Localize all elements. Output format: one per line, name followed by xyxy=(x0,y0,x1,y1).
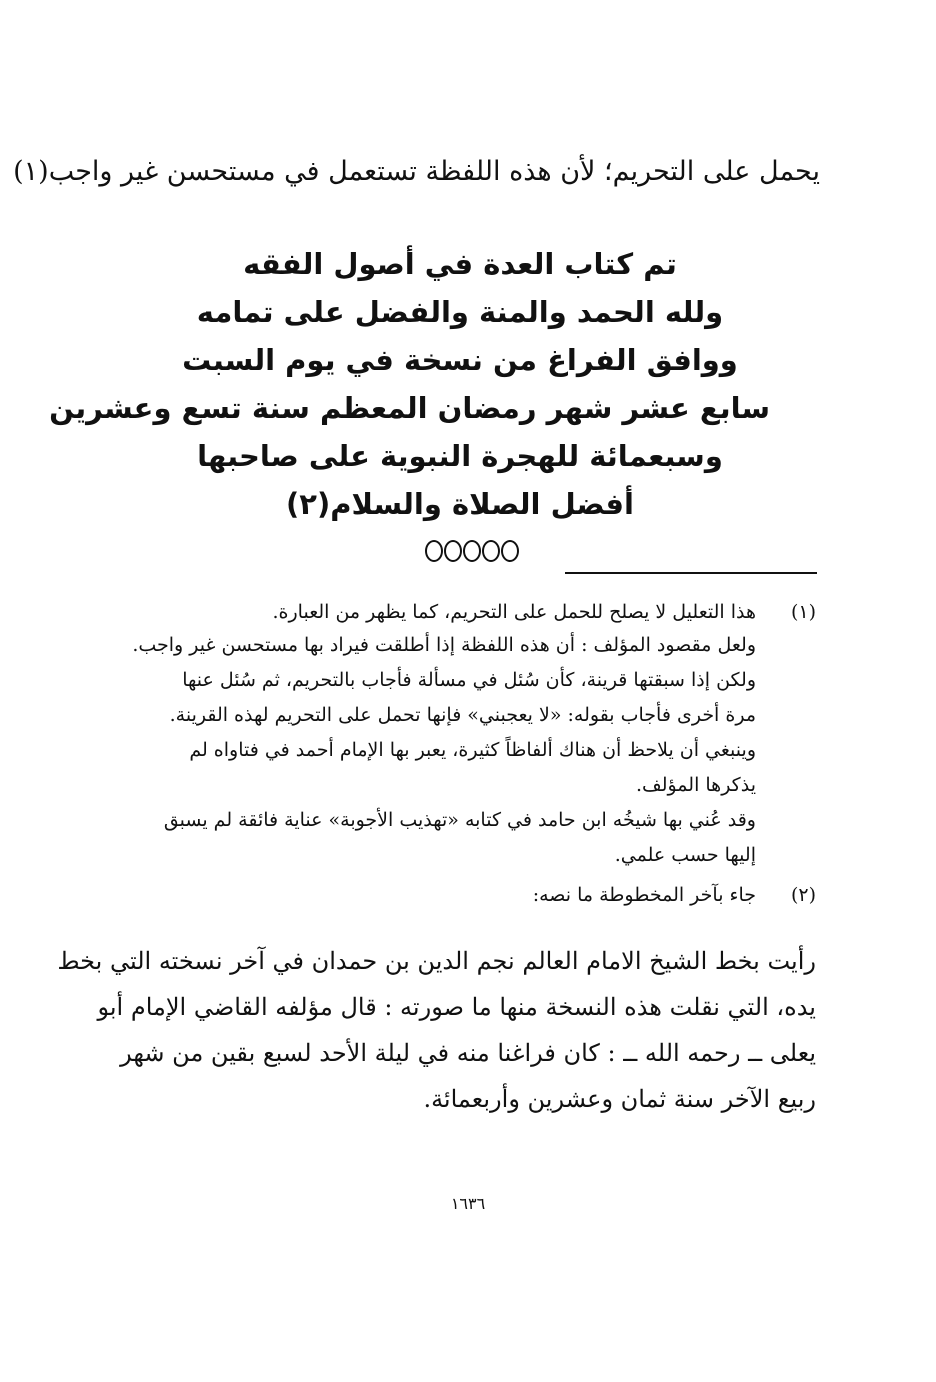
quote-line: ربيع الآخر سنة ثمان وعشرين وأربعمائة. xyxy=(423,1085,816,1113)
colophon-line: ووافق الفراغ من نسخة في يوم السبت xyxy=(182,343,738,377)
footnote-number: (١) xyxy=(790,601,816,623)
ornament-circle-icon xyxy=(482,540,500,562)
footnote-line: هذا التعليل لا يصلح للحمل على التحريم، كما يظهر من العبارة. xyxy=(272,601,756,623)
footnote-number: (٢) xyxy=(790,884,816,906)
colophon-line: تم كتاب العدة في أصول الفقه xyxy=(243,247,677,281)
quote-line: يعلى ــ رحمه الله ــ : كان فراغنا منه في ليلة الأحد لسبع بقين من شهر xyxy=(120,1039,816,1067)
colophon-line: وسبعمائة للهجرة النبوية على صاحبها xyxy=(197,439,723,473)
ornament-circle-icon xyxy=(444,540,462,562)
colophon-line: ولله الحمد والمنة والفضل على تمامه xyxy=(196,295,724,329)
colophon xyxy=(49,240,770,528)
quote-line: رأيت بخط الشيخ الامام العالم نجم الدين بن حمدان في آخر نسخته التي بخط xyxy=(57,947,816,975)
footnote-2 xyxy=(140,879,816,911)
footnote-line: إليها حسب علمي. xyxy=(614,844,756,866)
footnote-line: ولكن إذا سبقتها قرينة، كأن سُئل في مسألة فأجاب بالتحريم، ثم سُئل عنها xyxy=(182,669,756,691)
footnote-intro: جاء بآخر المخطوطة ما نصه: xyxy=(532,884,756,906)
ornament-circles xyxy=(420,537,524,565)
footnote-separator xyxy=(565,572,817,574)
colophon-line: أفضل الصلاة والسلام(٢) xyxy=(286,487,634,521)
page-number: ١٦٣٦ xyxy=(450,1194,486,1213)
footnote-line: وقد عُني بها شيخُه ابن حامد في كتابه «تهذيب الأجوبة» عناية فائقة لم يسبق xyxy=(163,809,756,831)
ornament-circle-icon xyxy=(425,540,443,562)
colophon-line: سابع عشر شهر رمضان المعظم سنة تسع وعشرين xyxy=(49,391,770,425)
footnote-line: مرة أخرى فأجاب بقوله: «لا يعجبني» فإنها تحمل على التحريم لهذه القرينة. xyxy=(169,704,756,726)
ornament-circle-icon xyxy=(501,540,519,562)
ornament-circle-icon xyxy=(463,540,481,562)
footnote-line: وينبغي أن يلاحظ أن هناك ألفاظاً كثيرة، يعبر بها الإمام أحمد في فتاواه لم xyxy=(189,739,756,761)
main-text-line: يحمل على التحريم؛ لأن هذه اللفظة تستعمل في مستحسن غير واجب(١) xyxy=(13,156,820,187)
footnote-line: ولعل مقصود المؤلف : أن هذه اللفظة إذا أطلقت فيراد بها مستحسن غير واجب. xyxy=(132,634,756,656)
footnotes xyxy=(132,596,816,911)
manuscript-quote xyxy=(57,938,816,1122)
footnote-body xyxy=(132,596,756,873)
footnote-1 xyxy=(132,596,816,873)
footnote-line: يذكرها المؤلف. xyxy=(635,774,756,796)
quote-line: يده، التي نقلت هذه النسخة منها ما صورته : قال مؤلفه القاضي الإمام أبو xyxy=(97,993,816,1021)
